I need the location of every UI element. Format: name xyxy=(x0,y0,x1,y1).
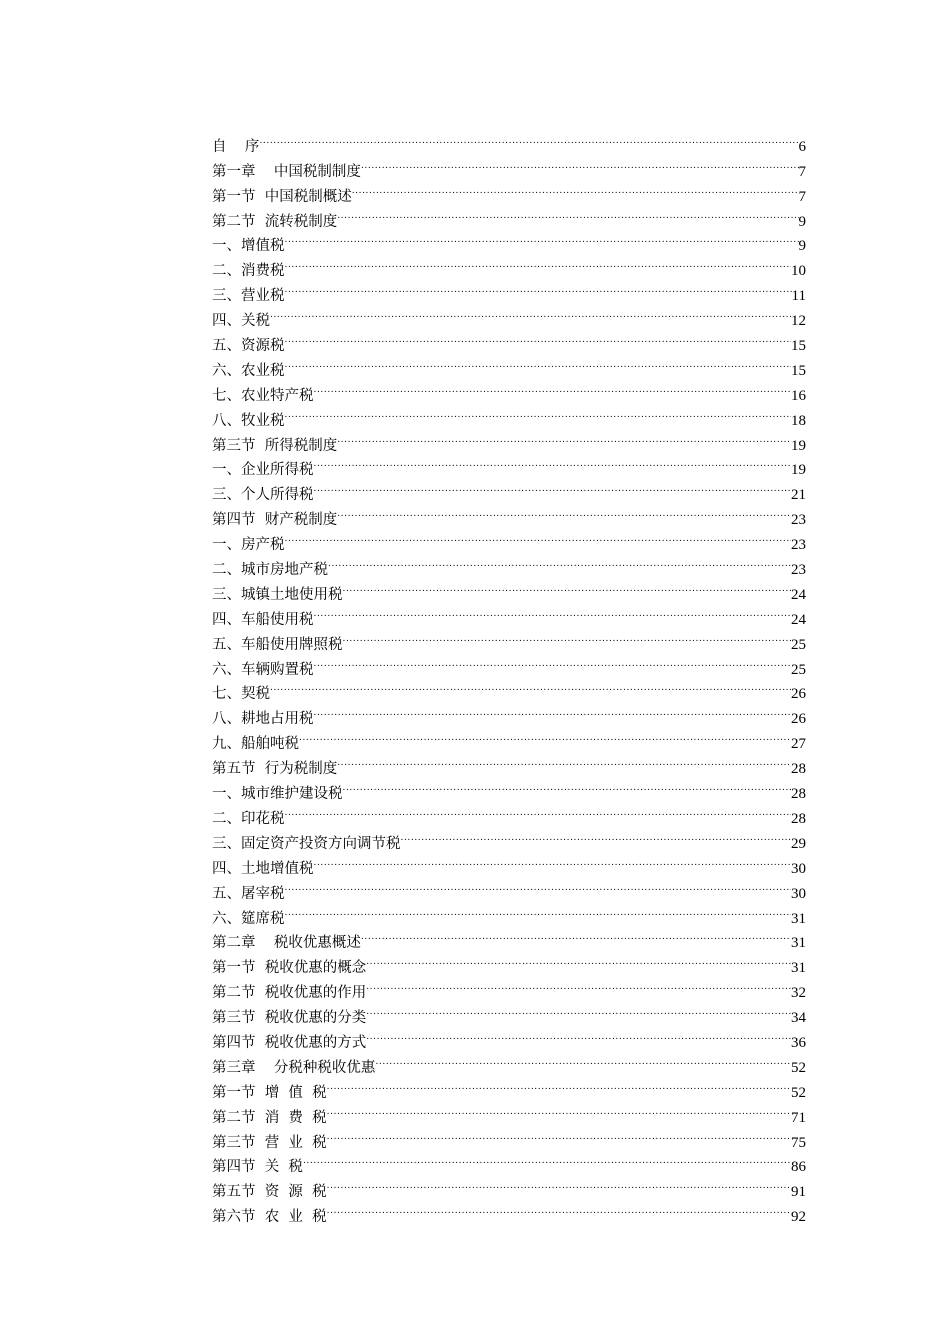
toc-entry[interactable] xyxy=(212,823,806,852)
toc-entry[interactable] xyxy=(212,798,806,827)
toc-entry-page-number: 9 xyxy=(798,238,806,255)
toc-entry-title: 一、城市维护建设税 xyxy=(212,786,343,803)
dot-leader xyxy=(270,300,791,325)
toc-entry-title: 二、消费税 xyxy=(212,263,285,280)
toc-entry-page-number: 19 xyxy=(791,462,806,479)
toc-entry-page-number: 7 xyxy=(798,188,806,205)
toc-entry-title: 五、资源税 xyxy=(212,338,285,355)
toc-entry-page-number: 91 xyxy=(791,1184,806,1201)
toc-entry-page-number: 19 xyxy=(791,437,806,454)
toc-entry-title: 第一章 中国税制制度 xyxy=(212,163,361,180)
toc-entry-title: 五、车船使用牌照税 xyxy=(212,636,343,653)
toc-entry[interactable] xyxy=(212,549,806,579)
toc-entry-title: 四、关税 xyxy=(212,313,270,330)
dot-leader xyxy=(314,848,792,873)
dot-leader xyxy=(314,649,792,674)
dot-leader xyxy=(327,1171,791,1196)
dot-leader xyxy=(285,873,792,898)
toc-entry[interactable] xyxy=(212,151,806,180)
toc-entry-page-number: 28 xyxy=(791,761,806,778)
dot-leader xyxy=(327,1072,791,1097)
toc-entry-title: 一、企业所得税 xyxy=(212,462,314,479)
toc-entry-title: 第二节 消 费 税 xyxy=(212,1109,327,1126)
toc-entry-page-number: 6 xyxy=(798,138,806,155)
toc-entry-page-number: 30 xyxy=(791,885,806,902)
toc-entry-page-number: 28 xyxy=(791,810,806,827)
dot-leader xyxy=(314,375,792,400)
dot-leader xyxy=(352,176,799,201)
toc-entry-title: 六、筵席税 xyxy=(212,910,285,927)
dot-leader xyxy=(259,126,798,151)
dot-leader xyxy=(299,723,791,748)
toc-entry-page-number: 28 xyxy=(791,786,806,803)
toc-entry-page-number: 29 xyxy=(791,835,806,852)
dot-leader xyxy=(314,698,792,723)
toc-entry-title: 第四节 税收优惠的方式 xyxy=(212,1034,367,1051)
toc-entry-page-number: 26 xyxy=(791,686,806,703)
toc-entry-page-number: 34 xyxy=(791,1010,806,1027)
dot-leader xyxy=(366,972,791,997)
dot-leader xyxy=(327,1097,791,1122)
toc-entry-title: 三、固定资产投资方向调节税 xyxy=(212,835,401,852)
toc-entry-page-number: 71 xyxy=(791,1109,806,1126)
toc-entry-page-number: 30 xyxy=(791,860,806,877)
dot-leader xyxy=(361,923,791,948)
toc-entry[interactable] xyxy=(212,923,806,952)
toc-entry-page-number: 23 xyxy=(791,512,806,529)
toc-entry-page-number: 7 xyxy=(798,163,806,180)
dot-leader xyxy=(285,350,792,375)
toc-entry-title: 五、屠宰税 xyxy=(212,885,285,902)
toc-entry[interactable] xyxy=(212,425,806,454)
toc-entry-title: 第三章 分税种税收优惠 xyxy=(212,1059,376,1076)
dot-leader xyxy=(285,325,792,350)
toc-entry-title: 三、个人所得税 xyxy=(212,487,314,504)
toc-entry-page-number: 27 xyxy=(791,736,806,753)
toc-entry-page-number: 12 xyxy=(791,313,806,330)
dot-leader xyxy=(361,151,799,176)
dot-leader xyxy=(366,1022,791,1047)
toc-entry-page-number: 31 xyxy=(791,960,806,977)
toc-entry-title: 六、车辆购置税 xyxy=(212,661,314,678)
dot-leader xyxy=(285,898,792,923)
toc-entry-page-number: 10 xyxy=(791,263,806,280)
dot-leader xyxy=(314,474,792,499)
dot-leader xyxy=(314,599,792,624)
dot-leader xyxy=(337,499,791,524)
toc-entry-page-number: 23 xyxy=(791,537,806,554)
toc-entry-page-number: 52 xyxy=(791,1084,806,1101)
toc-entry[interactable] xyxy=(212,400,806,429)
toc-entry-page-number: 9 xyxy=(798,213,806,230)
toc-entry-page-number: 31 xyxy=(791,910,806,927)
toc-entry[interactable] xyxy=(212,698,806,728)
toc-entry-title: 第三节 营 业 税 xyxy=(212,1134,327,1151)
toc-entry-title: 二、印花税 xyxy=(212,810,285,827)
toc-entry[interactable] xyxy=(212,723,806,753)
toc-entry-title: 三、营业税 xyxy=(212,288,285,305)
dot-leader xyxy=(327,1196,791,1221)
toc-entry-page-number: 36 xyxy=(791,1034,806,1051)
toc-entry[interactable] xyxy=(212,898,806,927)
toc-entry-title: 第四节 关 税 xyxy=(212,1159,303,1176)
toc-entry-title: 第三节 税收优惠的分类 xyxy=(212,1010,367,1027)
toc-entry[interactable] xyxy=(212,226,806,255)
toc-entry-page-number: 25 xyxy=(791,661,806,678)
toc-entry[interactable] xyxy=(212,250,806,280)
toc-entry[interactable] xyxy=(212,325,806,355)
toc-entry-title: 七、契税 xyxy=(212,686,270,703)
toc-entry-page-number: 25 xyxy=(791,636,806,653)
toc-entry-title: 第一节 增 值 税 xyxy=(212,1084,327,1101)
toc-entry-page-number: 15 xyxy=(791,338,806,355)
toc-entry-title: 第二章 税收优惠概述 xyxy=(212,935,361,952)
dot-leader xyxy=(285,400,792,425)
toc-entry-title: 三、城镇土地使用税 xyxy=(212,586,343,603)
toc-entry-title: 第六节 农 业 税 xyxy=(212,1209,327,1226)
toc-entry-page-number: 32 xyxy=(791,985,806,1002)
toc-entry-title: 第五节 行为税制度 xyxy=(212,761,338,778)
toc-entry-title: 第四节 财产税制度 xyxy=(212,512,338,529)
dot-leader xyxy=(343,773,792,798)
toc-entry[interactable] xyxy=(212,748,806,778)
toc-entry-title: 第二节 流转税制度 xyxy=(212,213,338,230)
toc-entry-page-number: 16 xyxy=(791,387,806,404)
toc-entry-page-number: 31 xyxy=(791,935,806,952)
toc-entry[interactable] xyxy=(212,275,806,305)
toc-entry-page-number: 15 xyxy=(791,362,806,379)
toc-entry-page-number: 92 xyxy=(791,1209,806,1226)
toc-entry-title: 四、土地增值税 xyxy=(212,860,314,877)
toc-entry-page-number: 24 xyxy=(791,586,806,603)
toc-entry-page-number: 24 xyxy=(791,611,806,628)
dot-leader xyxy=(337,201,798,226)
table-of-contents xyxy=(212,126,806,1226)
toc-entry-title: 六、农业税 xyxy=(212,362,285,379)
dot-leader xyxy=(343,574,792,599)
dot-leader xyxy=(270,674,791,699)
toc-entry-title: 第一节 税收优惠的概念 xyxy=(212,960,367,977)
toc-entry-title: 一、房产税 xyxy=(212,537,285,554)
toc-entry-title: 自 序 xyxy=(212,138,260,155)
toc-entry-page-number: 26 xyxy=(791,711,806,728)
dot-leader xyxy=(303,1147,791,1172)
toc-entry-title: 四、车船使用税 xyxy=(212,611,314,628)
dot-leader xyxy=(327,1122,791,1147)
toc-entry-title: 八、耕地占用税 xyxy=(212,711,314,728)
toc-entry-page-number: 86 xyxy=(791,1159,806,1176)
toc-entry-title: 第一节 中国税制概述 xyxy=(212,188,352,205)
dot-leader xyxy=(285,798,792,823)
dot-leader xyxy=(337,425,791,450)
toc-entry[interactable] xyxy=(212,873,806,902)
dot-leader xyxy=(366,947,791,972)
dot-leader xyxy=(314,450,792,475)
dot-leader xyxy=(285,250,792,275)
toc-entry-title: 一、增值税 xyxy=(212,238,285,255)
toc-entry[interactable] xyxy=(212,300,806,330)
dot-leader xyxy=(366,997,791,1022)
toc-entry-title: 第三节 所得税制度 xyxy=(212,437,338,454)
toc-entry[interactable] xyxy=(212,126,806,155)
toc-entry-page-number: 23 xyxy=(791,562,806,579)
toc-entry[interactable] xyxy=(212,674,806,703)
toc-entry-title: 二、城市房地产税 xyxy=(212,562,328,579)
dot-leader xyxy=(375,1047,791,1072)
toc-entry-page-number: 21 xyxy=(791,487,806,504)
dot-leader xyxy=(401,823,792,848)
toc-entry[interactable] xyxy=(212,350,806,379)
toc-entry-title: 九、船舶吨税 xyxy=(212,736,299,753)
dot-leader xyxy=(343,624,792,649)
dot-leader xyxy=(337,748,791,773)
toc-entry-page-number: 18 xyxy=(791,412,806,429)
dot-leader xyxy=(328,549,791,574)
toc-entry[interactable] xyxy=(212,524,806,554)
toc-entry-page-number: 75 xyxy=(791,1134,806,1151)
toc-entry-title: 八、牧业税 xyxy=(212,412,285,429)
dot-leader xyxy=(285,226,799,251)
dot-leader xyxy=(285,275,792,300)
toc-entry-title: 七、农业特产税 xyxy=(212,387,314,404)
toc-entry-page-number: 52 xyxy=(791,1059,806,1076)
toc-entry-title: 第五节 资 源 税 xyxy=(212,1184,327,1201)
toc-entry[interactable] xyxy=(212,375,806,404)
dot-leader xyxy=(285,524,792,549)
toc-entry-page-number: 11 xyxy=(791,288,806,305)
toc-entry-title: 第二节 税收优惠的作用 xyxy=(212,985,367,1002)
